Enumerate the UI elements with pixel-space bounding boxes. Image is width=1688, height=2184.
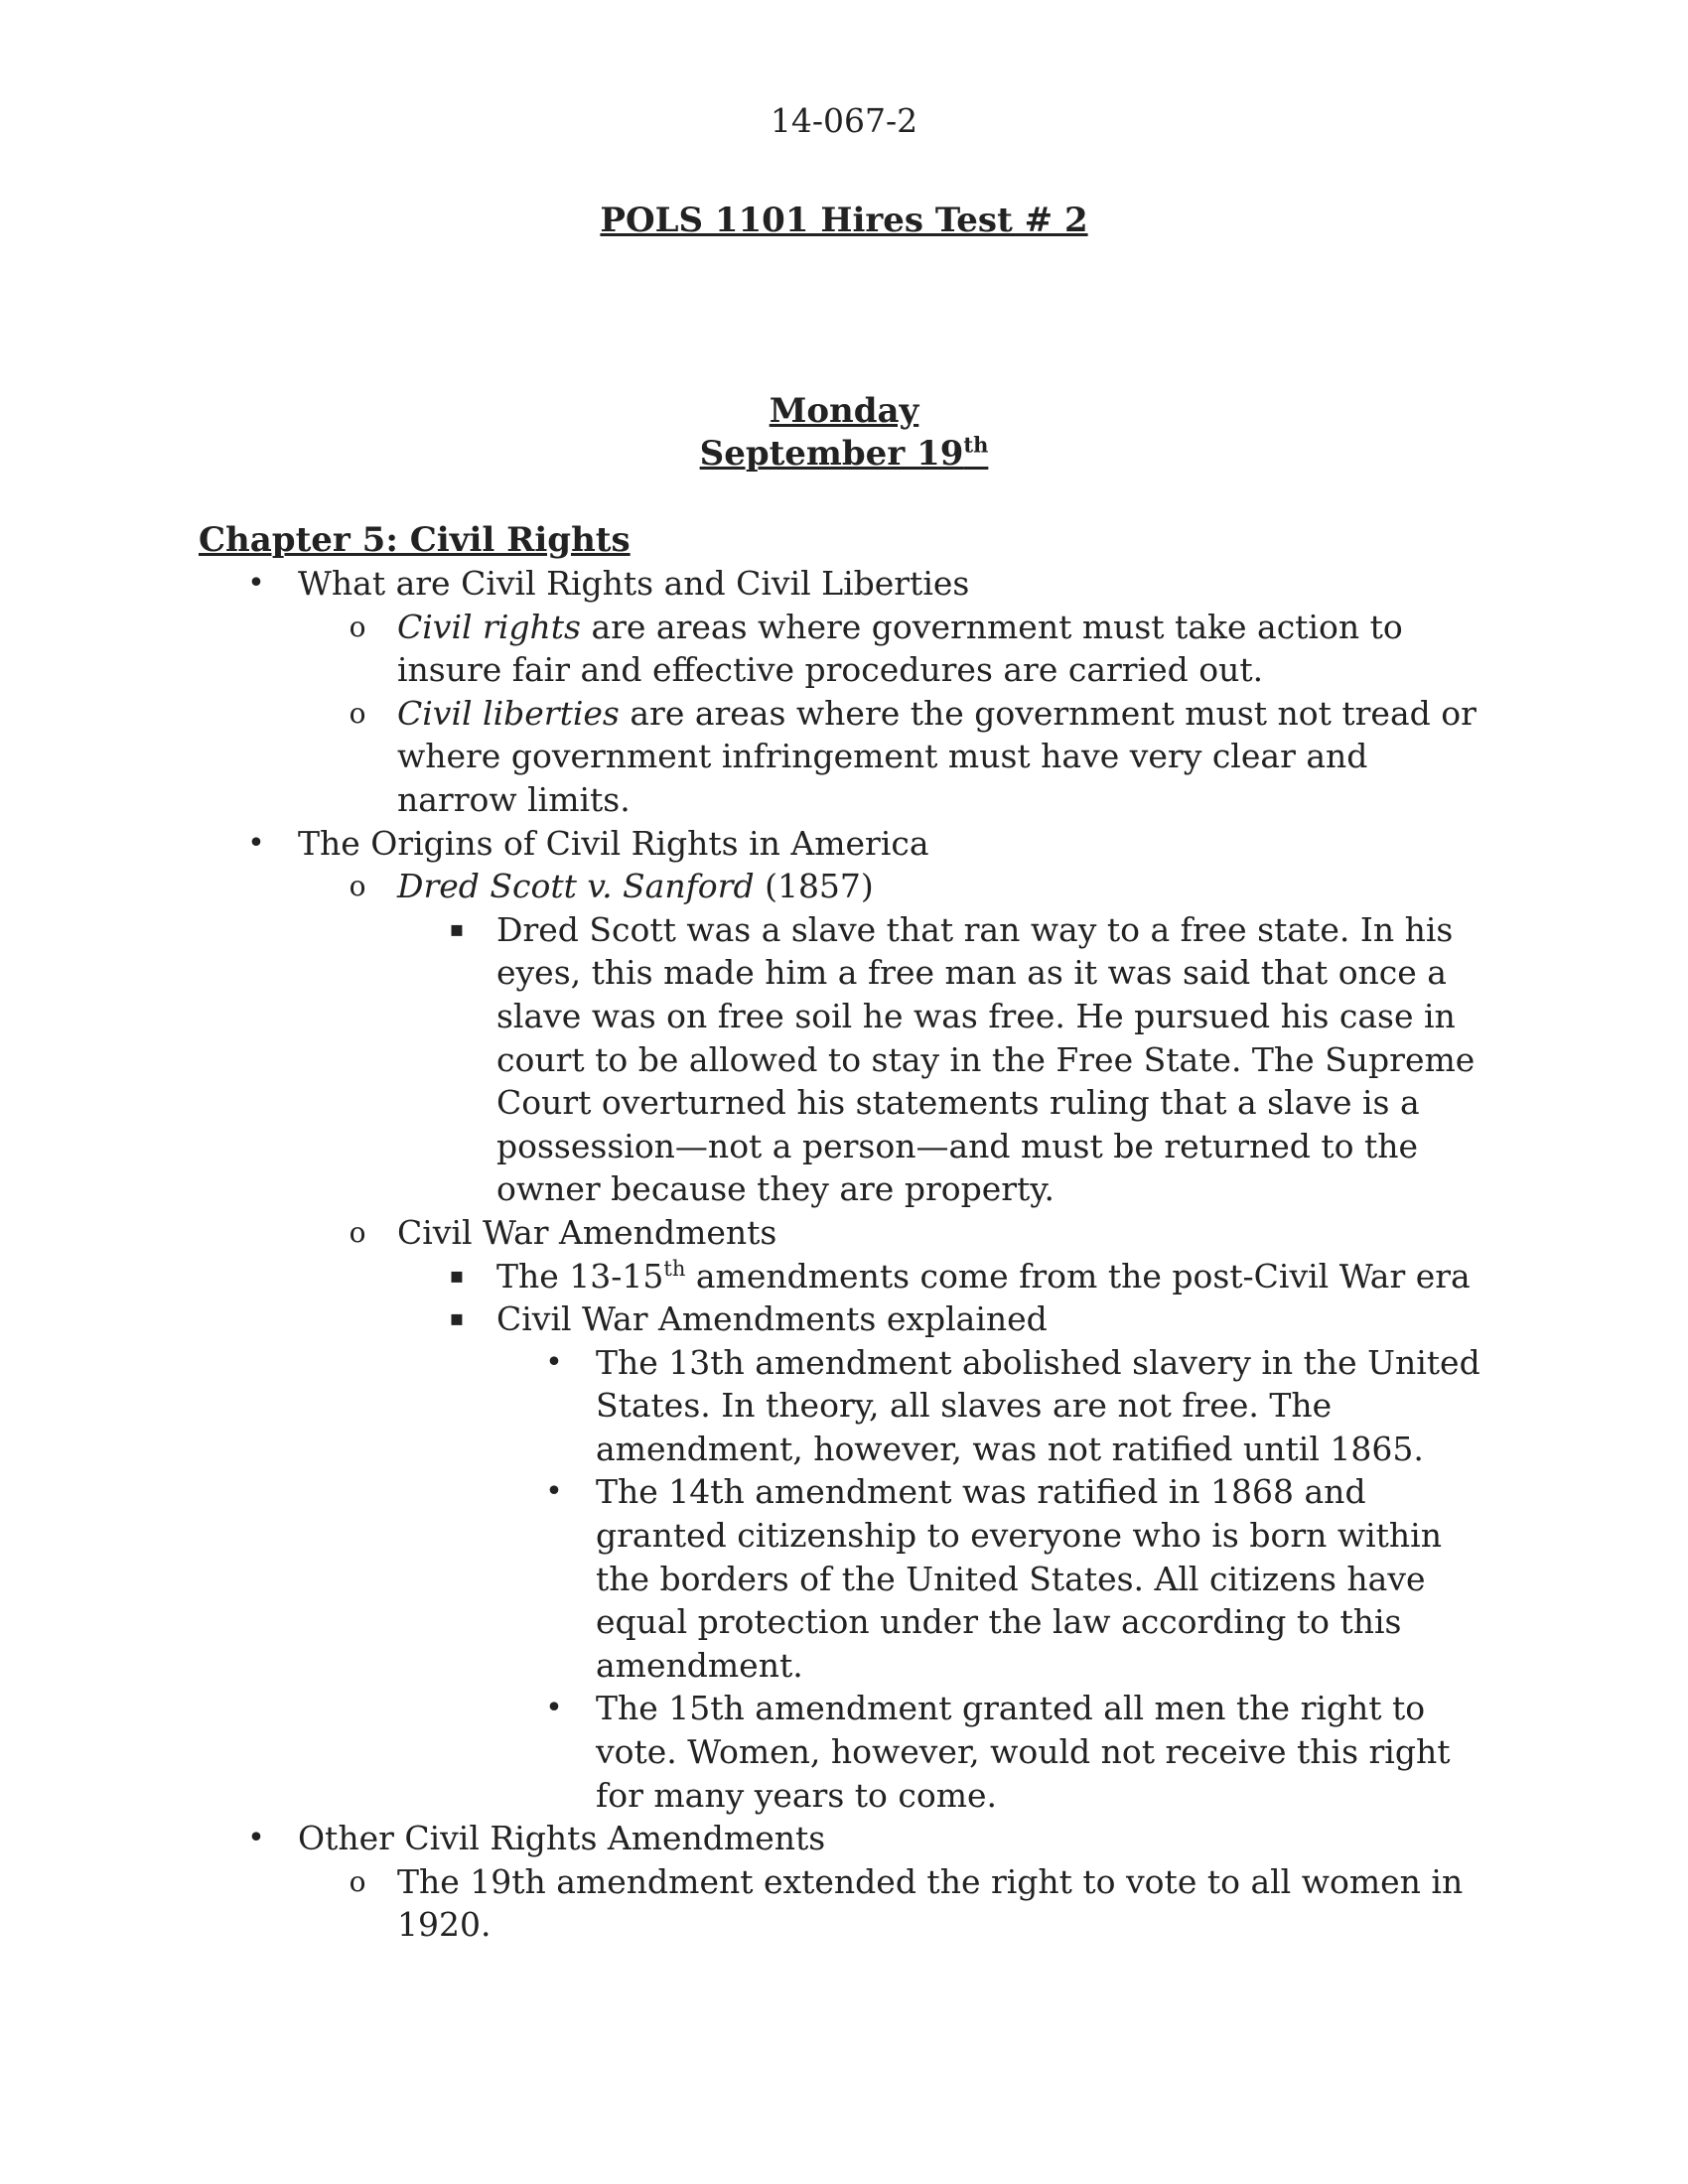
square-bullet-icon: ▪ <box>449 1263 465 1289</box>
outline-subitem-civil-rights <box>0 606 1688 692</box>
case-name-dred-scott: Dred Scott v. Sanford <box>397 867 755 906</box>
circle-bullet-icon: o <box>349 1215 366 1249</box>
outline-detail-text: Dred Scott was a slave that ran way to a free state. In his eyes, this made him a free man as it was said that once a slave was on free soil he was free. He pursued his case in court to be allowed to stay in the Free State. The Supreme Court overturned his statements ruling that a slave is a possession—not a person—and must be returned to the owner because they are property. <box>496 909 1476 1209</box>
era-rest: amendments come from the post-Civil War era <box>685 1256 1471 1296</box>
circle-bullet-icon: o <box>349 696 366 730</box>
outline-item-other <box>0 1817 1688 1860</box>
bullet-icon: • <box>247 1821 265 1856</box>
outline-subitem-civil-war-amendments <box>0 1211 1688 1255</box>
term-civil-liberties: Civil liberties <box>397 693 620 733</box>
outline-detail-dred-scott <box>0 908 1688 1211</box>
outline-item-label: The Origins of Civil Rights in America <box>298 823 929 863</box>
outline-amendment-14 <box>0 1470 1688 1687</box>
square-bullet-icon: ▪ <box>449 916 465 942</box>
bullet-icon: • <box>247 566 265 601</box>
amendment-text: The 14th amendment was ratified in 1868 and granted citizenship to everyone who is born within the borders of the United States. All citizens have equal protection under the law according to this amendment. <box>596 1472 1442 1685</box>
lecture-date-line <box>0 433 1688 476</box>
bullet-icon: • <box>545 1691 563 1726</box>
chapter-heading: Chapter 5: Civil Rights <box>199 520 631 560</box>
circle-bullet-icon: o <box>349 870 366 903</box>
amendment-text: The 13th amendment abolished slavery in the United States. In theory, all slaves are not free. The amendment, however, was not ratified until 1865. <box>596 1342 1480 1468</box>
lecture-date <box>0 390 1688 476</box>
circle-bullet-icon: o <box>349 1864 366 1898</box>
outline-subitem-text: Civil War Amendments <box>397 1212 777 1252</box>
outline-detail-era <box>0 1255 1688 1298</box>
definition-civil-rights: are areas where government must take action to insure fair and effective procedures are carried out. <box>397 607 1403 690</box>
outline-detail-explained <box>0 1297 1688 1341</box>
term-civil-rights: Civil rights <box>397 607 581 646</box>
case-year: (1857) <box>754 867 874 906</box>
era-prefix: The 13-15 <box>496 1256 664 1296</box>
lecture-date-text: September 19 <box>699 434 964 474</box>
amendment-text: The 15th amendment granted all men the right to vote. Women, however, would not receive this right for many years to come. <box>596 1689 1451 1815</box>
outline-subitem-text <box>397 606 1489 692</box>
bullet-icon: • <box>247 825 265 861</box>
document-title: POLS 1101 Hires Test # 2 <box>600 201 1088 240</box>
document-id: 14-067-2 <box>770 101 918 140</box>
lecture-day: Monday <box>769 391 919 431</box>
outline-subitem-text: The 19th amendment extended the right to vote to all women in 1920. <box>397 1861 1464 1945</box>
square-bullet-icon: ▪ <box>449 1306 465 1332</box>
lecture-date-suffix: th <box>963 432 989 458</box>
outline-subitem-civil-liberties <box>0 692 1688 822</box>
bullet-icon: • <box>545 1474 563 1510</box>
definition-civil-liberties: are areas where the government must not tread or where government infringement must have very clear and narrow limits. <box>397 693 1477 819</box>
outline-amendment-13 <box>0 1341 1688 1471</box>
outline-amendment-15 <box>0 1687 1688 1817</box>
bullet-icon: • <box>545 1344 563 1380</box>
outline-item-label: Other Civil Rights Amendments <box>298 1819 826 1858</box>
circle-bullet-icon: o <box>349 610 366 643</box>
outline-item-origins <box>0 822 1688 866</box>
outline-subitem-text <box>397 865 1489 908</box>
outline-item-label: What are Civil Rights and Civil Liberties <box>298 564 970 603</box>
era-suffix: th <box>663 1256 686 1281</box>
outline-subitem-text <box>397 692 1489 822</box>
outline-subitem-dred-scott <box>0 865 1688 908</box>
outline-list <box>0 562 1688 1947</box>
outline-detail-text: Civil War Amendments explained <box>496 1299 1048 1339</box>
outline-item-what-are <box>0 562 1688 606</box>
outline-subitem-amendment-19 <box>0 1860 1688 1947</box>
outline-detail-text <box>496 1255 1489 1298</box>
